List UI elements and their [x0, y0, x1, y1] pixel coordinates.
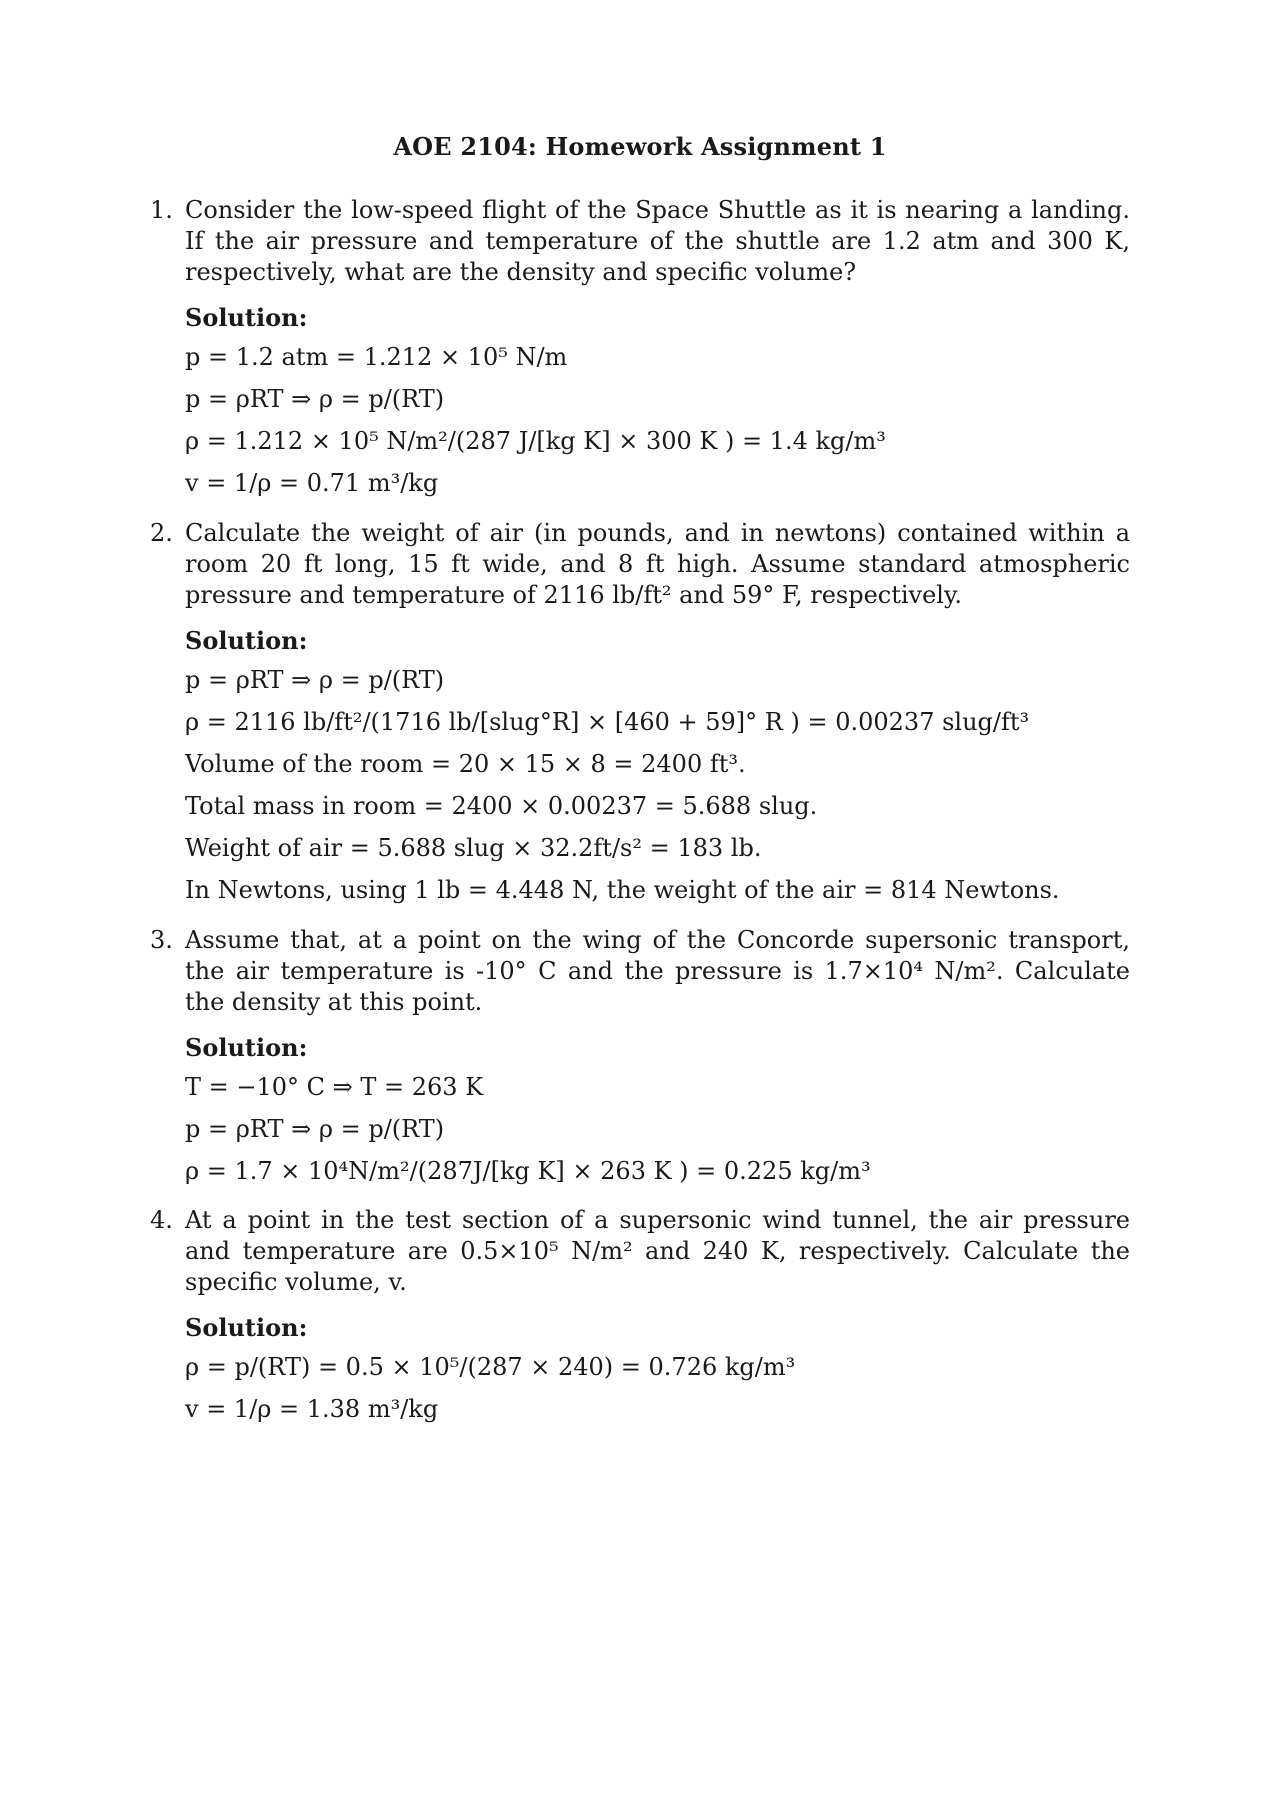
solution-label: Solution: [185, 626, 308, 655]
problem-number: 2. [150, 519, 173, 547]
solution-line: p = 1.2 atm = 1.212 × 10⁵ N/m [185, 343, 568, 371]
solution-line: In Newtons, using 1 lb = 4.448 N, the weight of the air = 814 Newtons. [185, 876, 1060, 904]
problem-number: 3. [150, 926, 173, 954]
solution-line: p = ρRT ⇒ ρ = p/(RT) [185, 666, 445, 694]
solution-label: Solution: [185, 1033, 308, 1062]
solution-line: ρ = 2116 lb/ft²/(1716 lb/[slug°R] × [460 + 59]° R ) = 0.00237 slug/ft³ [185, 708, 1030, 736]
solution-label: Solution: [185, 1313, 308, 1342]
problem-question: Consider the low-speed flight of the Space Shuttle as it is nearing a landing. If the air pressure and temperature of the shuttle are 1.2 atm and 300 K, respectively, what are the density and specific volume? [185, 196, 1130, 286]
problem-number: 4. [150, 1206, 173, 1234]
solution-line: p = ρRT ⇒ ρ = p/(RT) [185, 385, 445, 413]
problem-2 [150, 518, 1130, 911]
solution-line: Total mass in room = 2400 × 0.00237 = 5.688 slug. [185, 792, 818, 820]
solution-line: Volume of the room = 20 × 15 × 8 = 2400 ft³. [185, 750, 746, 778]
page-title: AOE 2104: Homework Assignment 1 [393, 132, 887, 161]
problem-3 [150, 925, 1130, 1192]
solution-line: ρ = 1.7 × 10⁴N/m²/(287J/[kg K] × 263 K ) = 0.225 kg/m³ [185, 1157, 871, 1185]
problem-1 [150, 195, 1130, 504]
solution-line: T = −10° C ⇒ T = 263 K [185, 1073, 484, 1101]
solution-label: Solution: [185, 303, 308, 332]
problem-number: 1. [150, 196, 173, 224]
solution-line: ρ = p/(RT) = 0.5 × 10⁵/(287 × 240) = 0.726 kg/m³ [185, 1353, 796, 1381]
problem-question: Calculate the weight of air (in pounds, and in newtons) contained within a room 20 ft long, 15 ft wide, and 8 ft high. Assume standard atmospheric pressure and temperature of 2116 lb/ft² and 59° F, respectively. [185, 519, 1130, 609]
solution-line: ρ = 1.212 × 10⁵ N/m²/(287 J/[kg K] × 300 K ) = 1.4 kg/m³ [185, 427, 886, 455]
solution-line: Weight of air = 5.688 slug × 32.2ft/s² = 183 lb. [185, 834, 762, 862]
solution-line: p = ρRT ⇒ ρ = p/(RT) [185, 1115, 445, 1143]
problem-question: At a point in the test section of a supersonic wind tunnel, the air pressure and temperature are 0.5×10⁵ N/m² and 240 K, respectively. Calculate the specific volume, v. [185, 1206, 1130, 1296]
problem-4 [150, 1205, 1130, 1430]
solution-line: v = 1/ρ = 1.38 m³/kg [185, 1395, 439, 1423]
problem-question: Assume that, at a point on the wing of the Concorde supersonic transport, the air temperature is -10° C and the pressure is 1.7×10⁴ N/m². Calculate the density at this point. [185, 926, 1130, 1016]
solution-line: v = 1/ρ = 0.71 m³/kg [185, 469, 439, 497]
